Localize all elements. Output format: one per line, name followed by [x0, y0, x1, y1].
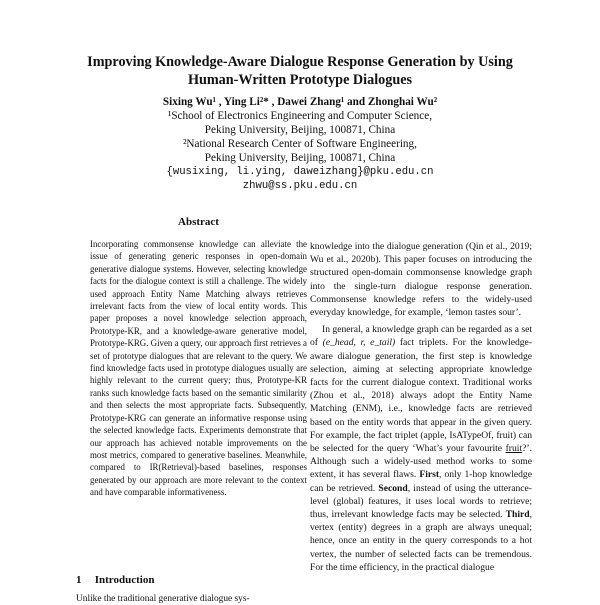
right-paragraph-1: knowledge into the dialogue generation (Qin et al., 2019; Wu et al., 2020b). This paper focuses on introducing the structured open-domain commonsense knowledge graph into the single-turn dialogue response generation. Commonsense knowledge refers to the widely-used everyday knowledge, for example, ‘lemon tastes sour’. — [310, 241, 532, 319]
second-label: Second — [378, 482, 408, 494]
affiliation-1-line-1: ¹School of Electronics Engineering and Computer Science, — [167, 110, 432, 122]
right-paragraph-2: In general, a knowledge graph can be regarded as a set of (e_head, r, e_tail) fact triplets. For the knowledge-aware dialogue generation, the first step is knowledge selection, aiming at selecting appropriate knowledge facts for the current dialogue context. Traditional works (Zhou et al., 2018) always adopt the Entity Name Matching (ENM), i.e., knowledge facts are retrieved based on the entity words that appear in the given query. For example, the fact triplet (apple, IsATypeOf, fruit) can be selected for the query ‘What’s your favourite fruit?’. Although such a widely-used method works to some extent, it has several flaws. First, only 1-hop knowledge can be retrieved. Second, instead of using the utterance-level (global) features, it uses local words to retrieve; thus, irrelevant knowledge facts may be selected. Third, vertex (entity) degrees in a graph are always unequal; hence, once an entity in the query corresponds to a hot vertex, the number of selected facts can be tremendous. For the time efficiency, in the practical dialogue — [310, 324, 533, 573]
paper-title — [60, 53, 540, 89]
title-line-2: Human-Written Prototype Dialogues — [187, 72, 413, 88]
underlined-fruit: fruit — [505, 443, 523, 455]
affiliation-2-line-2: Peking University, Beijing, 100871, China — [204, 152, 396, 164]
abstract-text: Incorporating commonsense knowledge can alleviate the issue of generating generic responses in open-domain generative dialogue systems. However, selecting knowledge facts for the dialogue context is still a challenge. The widely used approach Entity Name Matching always retrieves irrelevant facts from the view of local entity words. This paper proposes a novel knowledge selection approach, Prototype-KR, and a knowledge-aware generative model, Prototype-KRG. Given a query, our approach first retrieves a set of prototype dialogues that are relevant to the query. We find knowledge facts used in prototype dialogues usually are highly relevant to the current query; thus, Prototype-KR ranks such knowledge facts based on the semantic similarity and then selects the most appropriate facts. Subsequently, Prototype-KRG can generate an informative response using the selected knowledge facts. Experiments demonstrate that our approach has achieved notable improvements on the most metrics, compared to generative baselines. Meanwhile, compared to IR(Retrieval)-based baselines, responses generated by our approach are more relevant to the context and have comparable informativeness. — [90, 239, 307, 498]
email-line-2: zhwu@ss.pku.edu.cn — [242, 180, 358, 192]
author-block — [60, 95, 540, 193]
section-title: Introduction — [94, 574, 155, 586]
left-column — [90, 238, 307, 499]
first-label: First — [419, 469, 440, 481]
intro-first-line: Unlike the traditional generative dialogue sys- — [76, 594, 250, 604]
author-names: Sixing Wu¹ , Ying Li²* , Dawei Zhang¹ and Zhonghai Wu² — [162, 96, 438, 108]
title-line-1: Improving Knowledge-Aware Dialogue Response Generation by Using — [87, 54, 513, 70]
right-column — [310, 240, 532, 574]
section-number: 1 — [76, 574, 82, 586]
triplet-notation: (e_head, r, e_tail) — [322, 337, 396, 349]
third-label: Third — [505, 509, 530, 521]
section-heading — [76, 574, 154, 586]
affiliation-1-line-2: Peking University, Beijing, 100871, China — [204, 124, 396, 136]
email-line-1: {wusixing, li.ying, daweizhang}@pku.edu.cn — [166, 166, 434, 178]
affiliation-2-line-1: ²National Research Center of Software Engineering, — [183, 138, 417, 150]
abstract-heading: Abstract — [178, 216, 219, 228]
